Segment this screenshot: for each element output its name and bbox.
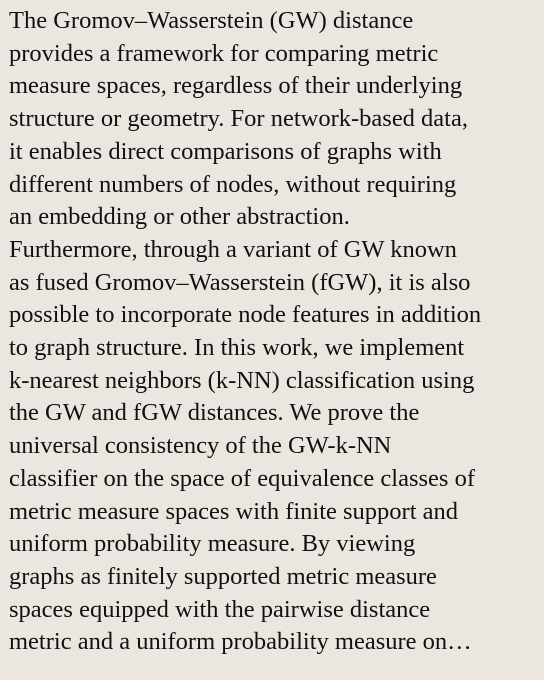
text-line: metric and a uniform probability measure on… bbox=[9, 628, 472, 656]
text-line: it enables direct comparisons of graphs with bbox=[9, 137, 442, 165]
text-line: different numbers of nodes, without requiring bbox=[9, 170, 457, 198]
text-line: universal consistency of the GW-k-NN bbox=[9, 432, 392, 460]
text-line: provides a framework for comparing metric bbox=[9, 39, 439, 67]
text-line: an embedding or other abstraction. bbox=[9, 203, 350, 231]
text-line: measure spaces, regardless of their underlying bbox=[9, 72, 463, 100]
text-line: the GW and fGW distances. We prove the bbox=[9, 399, 420, 427]
text-line: uniform probability measure. By viewing bbox=[9, 530, 416, 558]
text-line: The Gromov–Wasserstein (GW) distance bbox=[9, 7, 414, 34]
text-line: possible to incorporate node features in addition bbox=[9, 301, 482, 329]
text-line: metric measure spaces with finite support and bbox=[9, 497, 459, 525]
text-line: classifier on the space of equivalence classes of bbox=[9, 464, 475, 492]
text-line: graphs as finitely supported metric measure bbox=[9, 562, 437, 590]
text-line: spaces equipped with the pairwise distance bbox=[9, 595, 431, 623]
text-line: to graph structure. In this work, we implement bbox=[9, 334, 465, 362]
text-line: k-nearest neighbors (k-NN) classification using bbox=[9, 366, 475, 394]
text-line: structure or geometry. For network-based data, bbox=[9, 105, 468, 133]
abstract-text bbox=[9, 5, 539, 659]
text-line: Furthermore, through a variant of GW known bbox=[9, 235, 457, 263]
text-line: as fused Gromov–Wasserstein (fGW), it is also bbox=[9, 268, 471, 296]
